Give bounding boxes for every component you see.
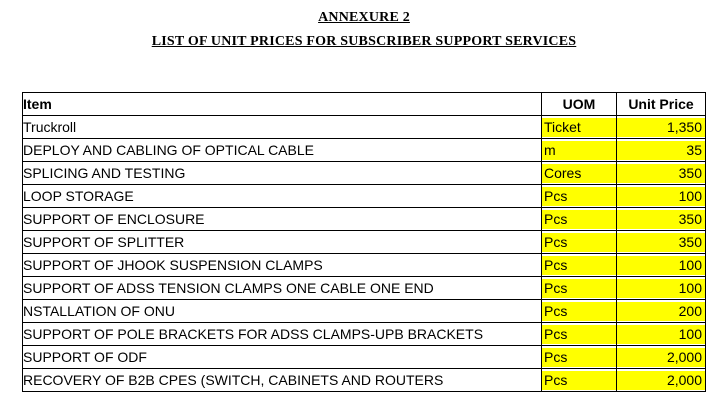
uom-cell	[542, 369, 617, 392]
unit-price-cell	[617, 369, 706, 392]
table-row	[23, 277, 706, 300]
unit-price-value: 350	[617, 210, 705, 229]
column-header-uom: UOM	[542, 93, 617, 116]
item-cell: SUPPORT OF ADSS TENSION CLAMPS ONE CABLE ONE END	[23, 277, 542, 300]
unit-price-cell	[617, 162, 706, 185]
annexure-heading: ANNEXURE 2	[318, 10, 410, 25]
uom-cell	[542, 139, 617, 162]
uom-cell	[542, 300, 617, 323]
unit-price-cell	[617, 208, 706, 231]
table-row	[23, 139, 706, 162]
unit-price-cell	[617, 300, 706, 323]
item-cell: SPLICING AND TESTING	[23, 162, 542, 185]
unit-price-value: 200	[617, 302, 705, 321]
unit-price-cell	[617, 346, 706, 369]
unit-price-value: 100	[617, 187, 705, 206]
uom-value: Cores	[542, 164, 616, 183]
table-row	[23, 231, 706, 254]
column-header-item: Item	[23, 93, 542, 116]
table-row	[23, 162, 706, 185]
unit-price-table	[22, 92, 706, 392]
uom-cell	[542, 254, 617, 277]
uom-cell	[542, 208, 617, 231]
uom-cell	[542, 162, 617, 185]
uom-value: Pcs	[542, 256, 616, 275]
item-cell: RECOVERY OF B2B CPES (SWITCH, CABINETS AND ROUTERS	[23, 369, 542, 392]
unit-price-value: 35	[617, 141, 705, 160]
table-row	[23, 185, 706, 208]
unit-price-cell	[617, 231, 706, 254]
table-row	[23, 300, 706, 323]
column-header-unit-price: Unit Price	[617, 93, 706, 116]
table-header-row	[23, 93, 706, 116]
item-cell: SUPPORT OF ODF	[23, 346, 542, 369]
uom-value: Pcs	[542, 302, 616, 321]
item-cell: SUPPORT OF ENCLOSURE	[23, 208, 542, 231]
uom-value: Pcs	[542, 348, 616, 367]
unit-price-value: 350	[617, 233, 705, 252]
uom-cell	[542, 277, 617, 300]
uom-cell	[542, 346, 617, 369]
table-row	[23, 369, 706, 392]
uom-value: Pcs	[542, 210, 616, 229]
uom-cell	[542, 116, 617, 139]
table-row	[23, 323, 706, 346]
unit-price-value: 100	[617, 256, 705, 275]
unit-price-cell	[617, 185, 706, 208]
unit-price-cell	[617, 139, 706, 162]
uom-cell	[542, 231, 617, 254]
unit-price-value: 100	[617, 325, 705, 344]
item-cell: NSTALLATION OF ONU	[23, 300, 542, 323]
document-title: LIST OF UNIT PRICES FOR SUBSCRIBER SUPPORT SERVICES	[151, 34, 577, 49]
uom-value: Pcs	[542, 371, 616, 390]
unit-price-cell	[617, 116, 706, 139]
uom-value: Pcs	[542, 279, 616, 298]
unit-price-value: 1,350	[617, 118, 705, 137]
table-row	[23, 254, 706, 277]
table-row	[23, 116, 706, 139]
unit-price-value: 100	[617, 279, 705, 298]
unit-price-value: 2,000	[617, 371, 705, 390]
table-row	[23, 346, 706, 369]
uom-cell	[542, 185, 617, 208]
table-row	[23, 208, 706, 231]
unit-price-value: 350	[617, 164, 705, 183]
item-cell: SUPPORT OF JHOOK SUSPENSION CLAMPS	[23, 254, 542, 277]
unit-price-cell	[617, 254, 706, 277]
table-body	[23, 116, 706, 392]
item-cell: SUPPORT OF SPLITTER	[23, 231, 542, 254]
uom-value: Pcs	[542, 233, 616, 252]
uom-value: Ticket	[542, 118, 616, 137]
unit-price-value: 2,000	[617, 348, 705, 367]
uom-value: Pcs	[542, 325, 616, 344]
item-cell: DEPLOY AND CABLING OF OPTICAL CABLE	[23, 139, 542, 162]
item-cell: SUPPORT OF POLE BRACKETS FOR ADSS CLAMPS-UPB BRACKETS	[23, 323, 542, 346]
uom-cell	[542, 323, 617, 346]
item-cell: Truckroll	[23, 116, 542, 139]
unit-price-cell	[617, 277, 706, 300]
uom-value: m	[542, 141, 616, 160]
item-cell: LOOP STORAGE	[23, 185, 542, 208]
uom-value: Pcs	[542, 187, 616, 206]
unit-price-cell	[617, 323, 706, 346]
